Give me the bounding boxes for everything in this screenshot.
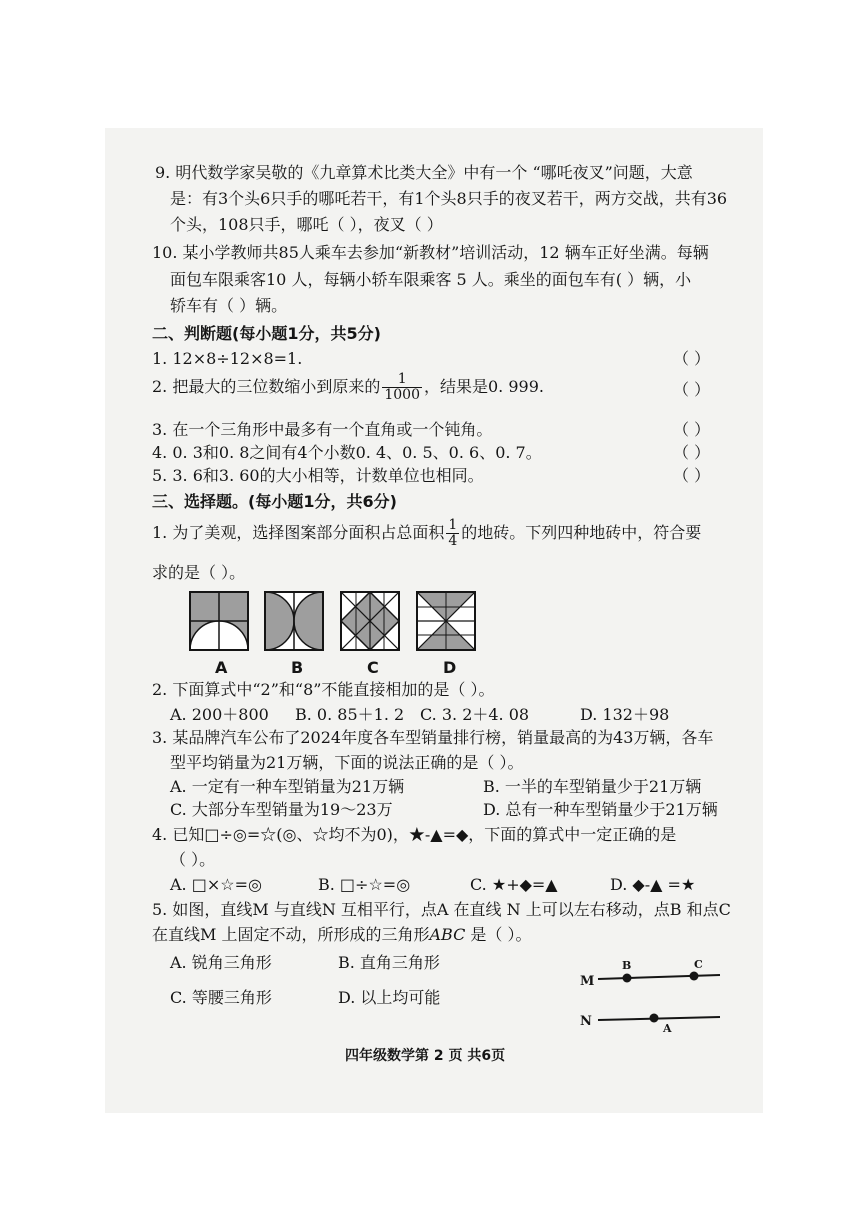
judge-item-4: 4. 0. 3和0. 8之间有4个小数0. 4、0. 5、0. 6、0. 7。 (152, 443, 542, 462)
tile-label-b: B (291, 658, 304, 677)
choice-q3-line1: 3. 某品牌汽车公布了2024年度各车型销量排行榜，销量最高的为43万辆，各车 (152, 728, 714, 747)
point-c-label: C (694, 958, 703, 971)
choice-q3-option-a[interactable]: A. 一定有一种车型销量为21万辆 (170, 777, 405, 796)
choice-q2-option-a[interactable]: A. 200＋800 (170, 705, 269, 724)
tile-label-c: C (367, 658, 379, 677)
fraction-one-quarter: $\frac{1}{4}$ (448, 517, 458, 549)
tile-c[interactable] (341, 592, 399, 650)
choice-q3-option-b[interactable]: B. 一半的车型销量少于21万辆 (483, 777, 702, 796)
page-footer: 四年级数学第 2 页 共6页 (345, 1048, 506, 1064)
judge-item-2-text-end: ，结果是0. 999. (424, 377, 544, 396)
tile-label-d: D (443, 658, 457, 677)
judge-item-5: 5. 3. 6和3. 60的大小相等，计数单位也相同。 (152, 466, 484, 485)
choice-q3-option-d[interactable]: D. 总有一种车型销量少于21万辆 (483, 800, 718, 819)
choice-q2-option-d[interactable]: D. 132＋98 (580, 705, 670, 724)
judge-item-3: 3. 在一个三角形中最多有一个直角或一个钝角。 (152, 420, 493, 439)
judge-answer-5[interactable]: （ ） (673, 466, 711, 485)
tile-a[interactable] (190, 592, 248, 652)
q10-line1: 10. 某小学教师共85人乘车去参加“新教材”培训活动，12 辆车正好坐满。每辆 (152, 243, 709, 262)
point-b-dot (623, 974, 632, 983)
choice-q5-option-c[interactable]: C. 等腰三角形 (170, 988, 272, 1007)
choice-q3-option-c[interactable]: C. 大部分车型销量为19～23万 (170, 800, 393, 819)
choice-q5-line1: 5. 如图，直线M 与直线N 互相平行，点A 在直线 N 上可以左右移动，点B 和点C (152, 900, 731, 919)
choice-q5-option-a[interactable]: A. 锐角三角形 (170, 953, 272, 972)
choice-q1-text-end: 的地砖。下列四种地砖中，符合要 (461, 523, 702, 542)
choice-q4-line1: 4. 已知□÷◎=☆(◎、☆均不为0)，★-▲=◆，下面的算式中一定正确的是 (152, 825, 677, 844)
judge-item-1: 1. 12×8÷12×8=1. (152, 349, 303, 368)
judge-item-2-text: 2. 把最大的三位数缩小到原来的 (152, 377, 381, 396)
line-n (598, 1017, 720, 1020)
choice-q3-line2: 型平均销量为21万辆，下面的说法正确的是（ ）。 (170, 753, 524, 772)
tile-b[interactable] (265, 592, 323, 650)
choice-q5-option-d[interactable]: D. 以上均可能 (338, 988, 441, 1007)
choice-q5-option-b[interactable]: B. 直角三角形 (338, 953, 440, 972)
judge-answer-3[interactable]: （ ） (673, 420, 711, 439)
choice-q1-line2: 求的是（ ）。 (152, 563, 246, 582)
tile-label-a: A (215, 658, 228, 677)
line-n-label: N (580, 1014, 592, 1029)
floor-tile-options (188, 590, 498, 652)
line-m (598, 975, 720, 979)
choice-q1-line1 (152, 518, 701, 549)
choice-q4-option-c[interactable]: C. ★+◆=▲ (470, 875, 558, 894)
triangle-abc-label: ABC (429, 925, 466, 944)
q10-line2: 面包车限乘客10 人，每辆小轿车限乘客 5 人。乘坐的面包车有( ）辆，小 (170, 270, 692, 289)
fraction-one-thousandth: $\frac{1}{1000}$ (384, 371, 420, 403)
judge-item-2 (152, 372, 544, 403)
parallel-lines-figure (570, 955, 735, 1035)
point-b-label: B (622, 959, 632, 972)
point-a-label: A (663, 1022, 672, 1035)
q9-line3: 个头，108只手，哪吒（ ），夜叉（ ） (170, 215, 443, 234)
choice-q5-line2 (152, 925, 532, 945)
choice-q2-option-b[interactable]: B. 0. 85＋1. 2 (295, 705, 405, 724)
choice-q1-text: 1. 为了美观，选择图案部分面积占总面积 (152, 523, 445, 542)
point-a-dot[interactable] (650, 1014, 659, 1023)
q9-line2: 是：有3个头6只手的哪吒若干，有1个头8只手的夜叉若干，两方交战，共有36 (170, 189, 728, 208)
q9-line1: 9. 明代数学家吴敬的《九章算术比类大全》中有一个 “哪吒夜叉”问题，大意 (155, 163, 693, 182)
point-c-dot (690, 972, 699, 981)
choice-q4-option-d[interactable]: D. ◆-▲ =★ (610, 875, 696, 894)
judge-answer-2[interactable]: （ ） (673, 380, 711, 399)
choice-q5-line2-text: 在直线M 上固定不动，所形成的三角形 (152, 925, 430, 944)
choice-q4-option-b[interactable]: B. □÷☆=◎ (318, 875, 411, 894)
judge-answer-4[interactable]: （ ） (673, 443, 711, 462)
judge-heading: 二、判断题(每小题1分，共5分) (152, 324, 381, 343)
q10-line3: 轿车有（ ）辆。 (170, 296, 288, 315)
choice-q5-line2-end: 是（ ）。 (465, 925, 532, 944)
tile-d[interactable] (417, 592, 475, 650)
choice-q4-line2: （ ）。 (170, 850, 216, 869)
judge-answer-1[interactable]: （ ） (673, 349, 711, 368)
choice-q4-option-a[interactable]: A. □×☆=◎ (170, 875, 262, 894)
choice-q2-stem: 2. 下面算式中“2”和“8”不能直接相加的是（ ）。 (152, 680, 495, 699)
choice-heading: 三、选择题。(每小题1分，共6分) (152, 492, 397, 511)
line-m-label: M (580, 974, 595, 989)
choice-q2-option-c[interactable]: C. 3. 2＋4. 08 (420, 705, 530, 724)
